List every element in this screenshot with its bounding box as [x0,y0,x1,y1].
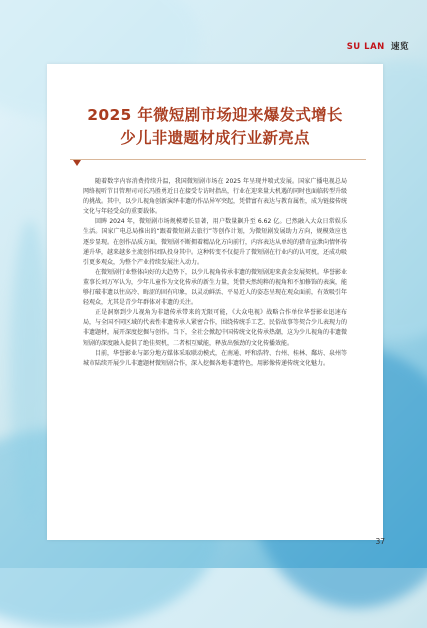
paragraph: 在微短剧行业整体向好的大趋势下，以少儿视角传承非遗的微短剧迎来黄金发展契机。华誉影业董事长刘万军认为，少年儿童作为文化传承的新生力量，凭借天然纯粹的视角和不加修饰的表演，能够打破非遗以往高冷、晦涩的固有印象，以灵动鲜活、平易近人的姿态呈现在观众面前，有效吸引年轻观众，尤其是青少年群体对非遗的关注。 [83,268,348,307]
article-card [47,64,383,540]
paragraph: 正是洞察到少儿视角为非遗传承带来的无限可能，《大众电视》战略合作单位华誉影业迅速布局，与全国不同区域的代表性非遗传承人紧密合作，围绕传统手工艺、民俗故事等契合少儿表现力的非遗题材，展开深度挖掘与创作。当下，全社会掀起中国传统文化传承热潮，这为少儿视角的非遗微短剧的深度融入提供了绝佳契机，二者相互赋能，释放出强劲的文化传播效能。 [83,309,348,347]
paragraph: 随着数字内容消费持续升温，我国微短剧市场在 2025 年呈现井喷式发展。国家广播电视总局网络视听节目管理司司长冯胜勇近日在接受专访时指出，行业在迎来量大机遇的同时也面临转型升级的挑战。其中，以少儿视角创新演绎非遗的作品异军突起，凭借富有表达与教育属性，成为链接传统文化与年轻受众的重要载体。 [83,178,348,216]
article-title-line-1: 2025 年微短剧市场迎来爆发式增长 [87,106,343,124]
background-swirl [10,220,50,520]
title-divider [70,159,366,160]
article-title-line-2: 少儿非遗题材成行业新亮点 [120,129,310,147]
article-body [83,177,347,369]
section-name: 速览 [390,42,409,52]
triangle-marker-icon [73,160,81,166]
page-number: 37 [375,537,385,546]
paragraph: 目前，华誉影业与部分地方媒体采取联动模式，在南通、呼和浩特、台州、桂林、鄱坊、泉州等城市陆续开展少儿非遗题材微短剧合作，深入挖掘各地非遗特色，用影像传递传统文化魅力。 [83,349,348,367]
magazine-brand: SU LAN [346,42,385,52]
paragraph: 回眸 2024 年，微短剧市场规模增长显著，用户数量飙升至 6.62 亿。已然融入大众日常娱乐生活。国家广电总局推出的“跟着微短剧去旅行”等创作计划，为微短剧发展助力方向，规模效应也逐步显现。在创作品质方面，微短剧不断拥着精品化方向前行，内容表达从单纯的猎奇宣泄向情怀传递升华，越来越多主流创作团队投身其中。这种转变不仅提升了微短剧在行业内的认可度，还成功吸引更多观众，为整个产业持续发展注入动力。 [83,218,348,266]
running-header [347,40,409,52]
